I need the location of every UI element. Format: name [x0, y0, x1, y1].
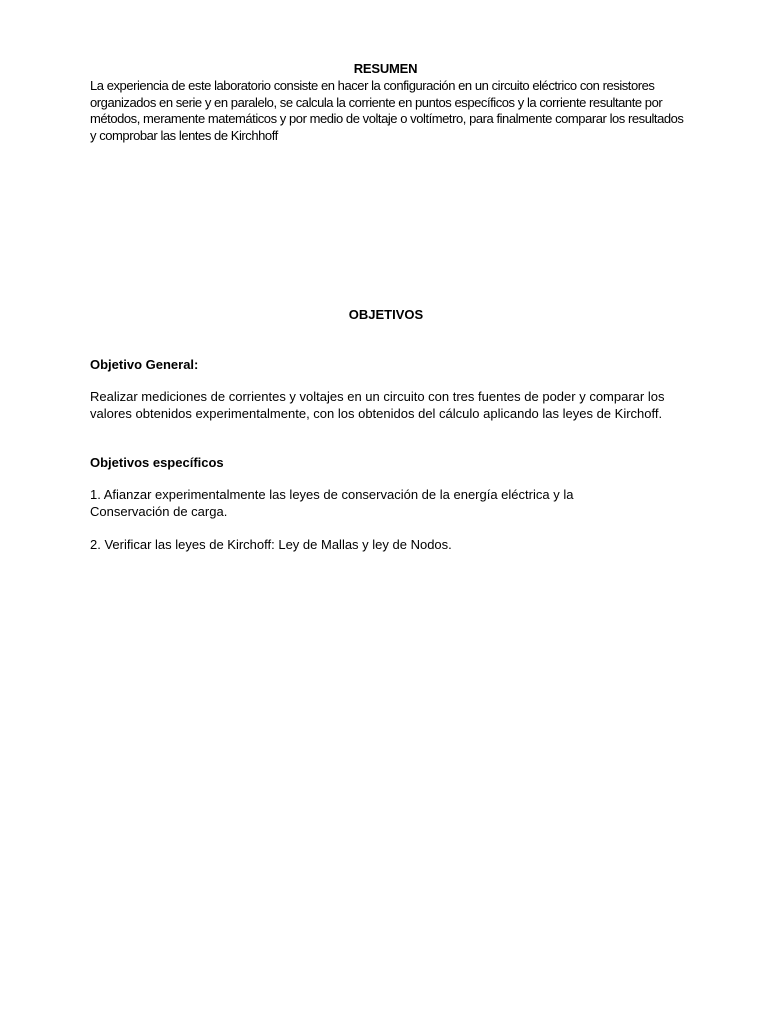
objetivo-general-heading: Objetivo General: [90, 357, 199, 372]
objetivo-general-paragraph: Realizar mediciones de corrientes y voltajes en un circuito con tres fuentes de poder y comparar los valores obtenidos experimentalmente, con los obtenidos del cálculo aplicando las leyes de Kirchoff. [90, 389, 665, 421]
resumen-title: RESUMEN [353, 61, 418, 76]
objetivo-especifico-item-2: 2. Verificar las leyes de Kirchoff: Ley de Mallas y ley de Nodos. [90, 537, 452, 552]
objetivos-title: OBJETIVOS [348, 307, 424, 322]
resumen-paragraph: La experiencia de este laboratorio consiste en hacer la configuración en un circuito eléctrico con resistores organizados en serie y en paralelo, se calcula la corriente en puntos específicos y la corriente resultante por métodos, meramente matemáticos y por medio de voltaje o voltímetro, para finalmente comparar los resultados y comprobar las lentes de Kirchhoff [90, 78, 684, 143]
objetivos-especificos-heading: Objetivos específicos [90, 455, 224, 470]
objetivo-especifico-item-1: 1. Afianzar experimentalmente las leyes de conservación de la energía eléctrica y la Conservación de carga. [90, 487, 574, 519]
